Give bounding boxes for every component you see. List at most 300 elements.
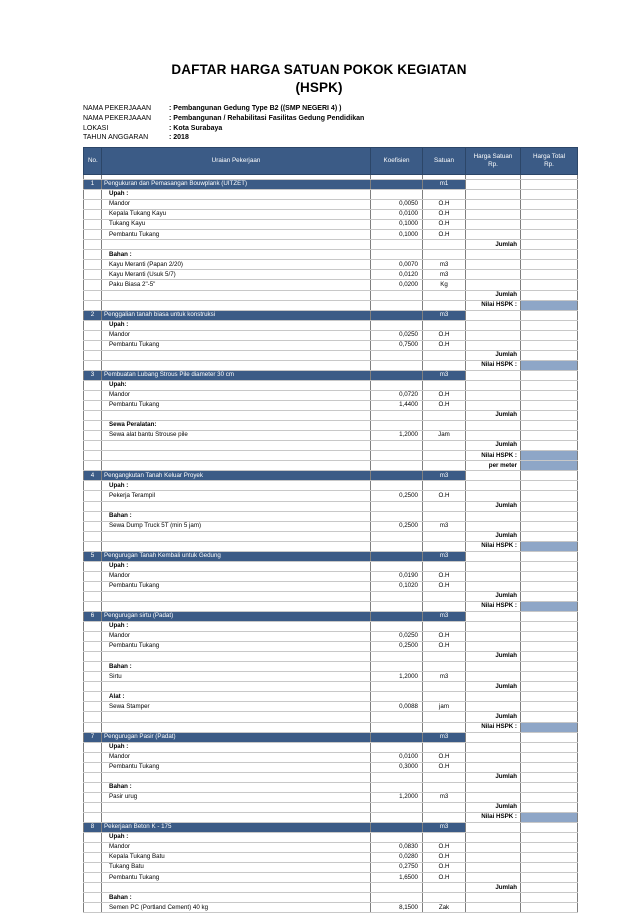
project-info-label: TAHUN ANGGARAN xyxy=(83,134,149,142)
empty-cell xyxy=(371,360,423,370)
section-number: 3 xyxy=(84,370,102,380)
item-harga-total xyxy=(521,401,578,411)
section-row xyxy=(84,310,578,320)
item-koefisien: 1,2000 xyxy=(371,672,423,682)
hspk-total-label: Nilai HSPK : xyxy=(466,601,521,611)
table-row xyxy=(84,270,578,280)
item-koefisien: 1,2000 xyxy=(371,431,423,441)
empty-cell xyxy=(521,190,578,200)
section-row xyxy=(84,612,578,622)
table-header-row xyxy=(84,148,578,175)
empty-cell xyxy=(423,190,466,200)
empty-cell xyxy=(84,511,102,521)
item-koefisien: 0,7500 xyxy=(371,340,423,350)
group-heading: Upah : xyxy=(102,561,371,571)
item-koefisien: 1,6500 xyxy=(371,873,423,883)
empty-cell xyxy=(84,883,102,893)
item-harga-total xyxy=(521,200,578,210)
table-row xyxy=(84,903,578,913)
item-harga-satuan xyxy=(466,792,521,802)
hspk-total-row xyxy=(84,812,578,822)
empty-cell xyxy=(521,692,578,702)
group-heading: Upah : xyxy=(102,833,371,843)
item-harga-total xyxy=(521,702,578,712)
empty-cell xyxy=(84,672,102,682)
item-koefisien: 1,2000 xyxy=(371,792,423,802)
project-info-label: LOKASI xyxy=(83,124,109,132)
empty-cell xyxy=(84,401,102,411)
empty-cell xyxy=(84,240,102,250)
item-unit: O.H xyxy=(423,752,466,762)
section-row xyxy=(84,180,578,190)
section-title: Pengurugan sirtu (Padat) xyxy=(102,612,371,622)
project-info-value: : Kota Surabaya xyxy=(169,124,223,132)
hspk-total-value xyxy=(521,360,578,370)
section-unit: m3 xyxy=(423,370,466,380)
empty-cell xyxy=(84,230,102,240)
empty-cell xyxy=(423,350,466,360)
empty-cell xyxy=(371,350,423,360)
hspk-total-label: Nilai HSPK : xyxy=(466,722,521,732)
empty-cell xyxy=(84,340,102,350)
item-harga-total xyxy=(521,642,578,652)
empty-cell xyxy=(423,411,466,421)
item-koefisien: 8,1500 xyxy=(371,903,423,913)
item-harga-total xyxy=(521,873,578,883)
item-harga-satuan xyxy=(466,260,521,270)
empty-cell xyxy=(84,662,102,672)
empty-cell xyxy=(84,682,102,692)
group-heading: Bahan : xyxy=(102,782,371,792)
empty-cell xyxy=(423,501,466,511)
empty-cell xyxy=(423,722,466,732)
item-koefisien: 0,0120 xyxy=(371,270,423,280)
empty-cell xyxy=(466,320,521,330)
subtotal-row xyxy=(84,411,578,421)
empty-cell xyxy=(371,712,423,722)
empty-cell xyxy=(371,802,423,812)
item-harga-total xyxy=(521,521,578,531)
item-koefisien: 0,0070 xyxy=(371,260,423,270)
empty-cell xyxy=(102,360,371,370)
section-koefisien xyxy=(371,551,423,561)
section-unit: m1 xyxy=(423,180,466,190)
section-koefisien xyxy=(371,823,423,833)
item-harga-total xyxy=(521,632,578,642)
item-harga-satuan xyxy=(466,330,521,340)
item-unit: Zak xyxy=(423,903,466,913)
item-unit: O.H xyxy=(423,632,466,642)
hspk-total-value xyxy=(521,601,578,611)
empty-cell xyxy=(371,461,423,471)
item-description: Mandor xyxy=(102,200,371,210)
item-unit: m3 xyxy=(423,270,466,280)
empty-cell xyxy=(84,702,102,712)
item-unit: O.H xyxy=(423,491,466,501)
empty-cell xyxy=(84,300,102,310)
section-number: 1 xyxy=(84,180,102,190)
empty-cell xyxy=(84,622,102,632)
subtotal-label: Jumlah xyxy=(466,290,521,300)
item-description: Mandor xyxy=(102,571,371,581)
section-harga-satuan xyxy=(466,823,521,833)
empty-cell xyxy=(371,833,423,843)
empty-cell xyxy=(84,692,102,702)
empty-cell xyxy=(84,531,102,541)
subtotal-value xyxy=(521,501,578,511)
empty-cell xyxy=(371,250,423,260)
item-harga-satuan xyxy=(466,270,521,280)
empty-cell xyxy=(521,481,578,491)
section-unit: m3 xyxy=(423,471,466,481)
item-unit: jam xyxy=(423,702,466,712)
table-row xyxy=(84,752,578,762)
empty-cell xyxy=(371,692,423,702)
empty-cell xyxy=(423,601,466,611)
item-unit: O.H xyxy=(423,230,466,240)
section-row xyxy=(84,471,578,481)
subtotal-label: Jumlah xyxy=(466,802,521,812)
empty-cell xyxy=(371,622,423,632)
group-heading-row xyxy=(84,481,578,491)
item-unit: O.H xyxy=(423,863,466,873)
table-row xyxy=(84,401,578,411)
item-harga-total xyxy=(521,280,578,290)
item-harga-satuan xyxy=(466,431,521,441)
item-harga-total xyxy=(521,230,578,240)
empty-cell xyxy=(521,320,578,330)
section-koefisien xyxy=(371,732,423,742)
item-unit: O.H xyxy=(423,330,466,340)
section-title: Pengurugan Pasir (Padat) xyxy=(102,732,371,742)
empty-cell xyxy=(371,290,423,300)
item-description: Sewa alat bantu Strouse pile xyxy=(102,431,371,441)
item-harga-total xyxy=(521,672,578,682)
table-row xyxy=(84,632,578,642)
empty-cell xyxy=(102,591,371,601)
project-info-row xyxy=(83,104,364,114)
empty-cell xyxy=(521,622,578,632)
item-unit: m3 xyxy=(423,521,466,531)
empty-cell xyxy=(84,722,102,732)
item-description: Sewa Stamper xyxy=(102,702,371,712)
item-harga-total xyxy=(521,210,578,220)
project-info-label: NAMA PEKERJAAAN xyxy=(83,105,152,112)
item-harga-satuan xyxy=(466,762,521,772)
item-harga-total xyxy=(521,863,578,873)
group-heading-row xyxy=(84,380,578,390)
item-koefisien: 0,0830 xyxy=(371,843,423,853)
group-heading-row xyxy=(84,421,578,431)
item-harga-satuan xyxy=(466,702,521,712)
item-koefisien: 0,2500 xyxy=(371,491,423,501)
item-description: Paku Biasa 2"-5" xyxy=(102,280,371,290)
item-unit: O.H xyxy=(423,390,466,400)
item-description: Kayu Meranti (Papan 2/20) xyxy=(102,260,371,270)
empty-cell xyxy=(102,722,371,732)
empty-cell xyxy=(371,722,423,732)
group-heading: Upah : xyxy=(102,742,371,752)
item-harga-total xyxy=(521,340,578,350)
empty-cell xyxy=(423,531,466,541)
hspk-total-row xyxy=(84,601,578,611)
subtotal-label: Jumlah xyxy=(466,682,521,692)
document-title: DAFTAR HARGA SATUAN POKOK KEGIATAN xyxy=(171,62,467,77)
section-harga-satuan xyxy=(466,612,521,622)
empty-cell xyxy=(371,541,423,551)
item-koefisien: 0,0100 xyxy=(371,210,423,220)
empty-cell xyxy=(84,853,102,863)
item-harga-total xyxy=(521,390,578,400)
empty-cell xyxy=(371,411,423,421)
item-description: Semen PC (Portland Cement) 40 kg xyxy=(102,903,371,913)
item-harga-total xyxy=(521,853,578,863)
empty-cell xyxy=(84,200,102,210)
subtotal-label: Jumlah xyxy=(466,411,521,421)
item-harga-satuan xyxy=(466,340,521,350)
empty-cell xyxy=(423,692,466,702)
section-row xyxy=(84,732,578,742)
header-no: No. xyxy=(84,148,102,175)
empty-cell xyxy=(371,742,423,752)
empty-cell xyxy=(423,380,466,390)
section-title: Pekerjaan Beton K - 175 xyxy=(102,823,371,833)
empty-cell xyxy=(102,772,371,782)
empty-cell xyxy=(423,591,466,601)
project-info xyxy=(83,104,364,143)
empty-cell xyxy=(466,481,521,491)
empty-cell xyxy=(423,300,466,310)
empty-cell xyxy=(102,290,371,300)
item-description: Sirtu xyxy=(102,672,371,682)
header-uraian: Uraian Pekerjaan xyxy=(102,148,371,175)
empty-cell xyxy=(371,531,423,541)
empty-cell xyxy=(423,883,466,893)
item-harga-total xyxy=(521,431,578,441)
item-unit: O.H xyxy=(423,762,466,772)
item-harga-satuan xyxy=(466,903,521,913)
empty-cell xyxy=(84,421,102,431)
subtotal-row xyxy=(84,682,578,692)
subtotal-label: Jumlah xyxy=(466,772,521,782)
item-unit: m3 xyxy=(423,672,466,682)
empty-cell xyxy=(84,772,102,782)
item-koefisien: 0,0100 xyxy=(371,752,423,762)
project-info-label: NAMA PEKERJAAAN xyxy=(83,114,152,122)
hspk-total-row xyxy=(84,541,578,551)
hspk-total-row xyxy=(84,300,578,310)
group-heading-row xyxy=(84,190,578,200)
empty-cell xyxy=(84,712,102,722)
item-harga-satuan xyxy=(466,571,521,581)
section-row xyxy=(84,551,578,561)
project-info-value: : 2018 xyxy=(169,134,189,142)
empty-cell xyxy=(423,833,466,843)
empty-cell xyxy=(371,772,423,782)
empty-cell xyxy=(466,692,521,702)
item-harga-total xyxy=(521,491,578,501)
empty-cell xyxy=(84,541,102,551)
section-koefisien xyxy=(371,370,423,380)
empty-cell xyxy=(371,481,423,491)
item-unit: O.H xyxy=(423,401,466,411)
empty-cell xyxy=(423,742,466,752)
empty-cell xyxy=(84,802,102,812)
item-description: Pembantu Tukang xyxy=(102,642,371,652)
section-row xyxy=(84,370,578,380)
hspk-total-row xyxy=(84,360,578,370)
group-heading: Bahan : xyxy=(102,250,371,260)
empty-cell xyxy=(521,421,578,431)
empty-cell xyxy=(521,250,578,260)
subtotal-value xyxy=(521,290,578,300)
empty-cell xyxy=(423,622,466,632)
item-harga-satuan xyxy=(466,280,521,290)
item-harga-satuan xyxy=(466,873,521,883)
empty-cell xyxy=(84,250,102,260)
empty-cell xyxy=(84,581,102,591)
empty-cell xyxy=(371,190,423,200)
item-unit: m3 xyxy=(423,792,466,802)
subtotal-label: Jumlah xyxy=(466,240,521,250)
group-heading: Alat : xyxy=(102,692,371,702)
section-harga-total xyxy=(521,823,578,833)
item-description: Pembantu Tukang xyxy=(102,340,371,350)
item-description: Pembantu Tukang xyxy=(102,230,371,240)
item-unit: O.H xyxy=(423,843,466,853)
document-subtitle: (HSPK) xyxy=(295,80,343,95)
hspk-total-value xyxy=(521,300,578,310)
item-description: Sewa Dump Truck 5T (min 5 jam) xyxy=(102,521,371,531)
subtotal-value xyxy=(521,883,578,893)
group-heading-row xyxy=(84,782,578,792)
subtotal-label: Jumlah xyxy=(466,501,521,511)
empty-cell xyxy=(371,601,423,611)
table-row xyxy=(84,521,578,531)
item-description: Mandor xyxy=(102,632,371,642)
empty-cell xyxy=(102,461,371,471)
section-unit: m3 xyxy=(423,823,466,833)
empty-cell xyxy=(84,350,102,360)
header-harga-satuan: Harga Satuan Rp. xyxy=(466,148,521,175)
header-koefisien: Koefisien xyxy=(371,148,423,175)
group-heading: Bahan : xyxy=(102,511,371,521)
header-satuan: Satuan xyxy=(423,148,466,175)
project-info-row xyxy=(83,114,364,124)
empty-cell xyxy=(423,802,466,812)
group-heading-row xyxy=(84,250,578,260)
group-heading: Sewa Peralatan: xyxy=(102,421,371,431)
empty-cell xyxy=(84,441,102,451)
empty-cell xyxy=(84,632,102,642)
empty-cell xyxy=(102,300,371,310)
empty-cell xyxy=(84,893,102,903)
empty-cell xyxy=(371,782,423,792)
project-info-row xyxy=(83,124,364,134)
table-row xyxy=(84,642,578,652)
table-row xyxy=(84,863,578,873)
hspk-total-value xyxy=(521,812,578,822)
empty-cell xyxy=(423,712,466,722)
empty-cell xyxy=(466,190,521,200)
table-row xyxy=(84,672,578,682)
subtotal-row xyxy=(84,240,578,250)
item-koefisien: 0,0190 xyxy=(371,571,423,581)
empty-cell xyxy=(84,491,102,501)
group-heading-row xyxy=(84,320,578,330)
item-description: Kepala Tukang Batu xyxy=(102,853,371,863)
item-harga-total xyxy=(521,903,578,913)
section-title: Pengangkutan Tanah Keluar Proyek xyxy=(102,471,371,481)
item-harga-satuan xyxy=(466,200,521,210)
item-unit: Kg xyxy=(423,280,466,290)
item-description: Tukang Batu xyxy=(102,863,371,873)
empty-cell xyxy=(84,652,102,662)
empty-cell xyxy=(466,561,521,571)
item-harga-satuan xyxy=(466,843,521,853)
empty-cell xyxy=(371,380,423,390)
item-harga-satuan xyxy=(466,752,521,762)
item-unit: O.H xyxy=(423,581,466,591)
empty-cell xyxy=(371,300,423,310)
empty-cell xyxy=(423,772,466,782)
empty-cell xyxy=(423,240,466,250)
subtotal-row xyxy=(84,350,578,360)
empty-cell xyxy=(423,461,466,471)
item-unit: Jam xyxy=(423,431,466,441)
empty-cell xyxy=(423,782,466,792)
section-number: 8 xyxy=(84,823,102,833)
item-koefisien: 0,1000 xyxy=(371,220,423,230)
subtotal-label: Jumlah xyxy=(466,350,521,360)
item-unit: O.H xyxy=(423,873,466,883)
item-koefisien: 0,1020 xyxy=(371,581,423,591)
empty-cell xyxy=(84,260,102,270)
empty-cell xyxy=(466,742,521,752)
item-harga-total xyxy=(521,762,578,772)
table-row xyxy=(84,792,578,802)
subtotal-value xyxy=(521,712,578,722)
empty-cell xyxy=(84,752,102,762)
subtotal-row xyxy=(84,531,578,541)
empty-cell xyxy=(423,662,466,672)
hspk-table xyxy=(83,147,578,913)
section-unit: m3 xyxy=(423,551,466,561)
empty-cell xyxy=(371,240,423,250)
item-koefisien: 0,2500 xyxy=(371,521,423,531)
empty-cell xyxy=(84,461,102,471)
table-row xyxy=(84,571,578,581)
table-row xyxy=(84,702,578,712)
empty-cell xyxy=(423,541,466,551)
empty-cell xyxy=(423,441,466,451)
header-harga-total: Harga Total Rp. xyxy=(521,148,578,175)
empty-cell xyxy=(84,481,102,491)
empty-cell xyxy=(423,290,466,300)
empty-cell xyxy=(84,833,102,843)
item-unit: O.H xyxy=(423,571,466,581)
item-koefisien: 0,0720 xyxy=(371,390,423,400)
empty-cell xyxy=(84,792,102,802)
empty-cell xyxy=(102,712,371,722)
table-row xyxy=(84,491,578,501)
item-unit: O.H xyxy=(423,853,466,863)
empty-cell xyxy=(84,812,102,822)
subtotal-row xyxy=(84,772,578,782)
section-harga-satuan xyxy=(466,732,521,742)
empty-cell xyxy=(423,451,466,461)
empty-cell xyxy=(102,501,371,511)
